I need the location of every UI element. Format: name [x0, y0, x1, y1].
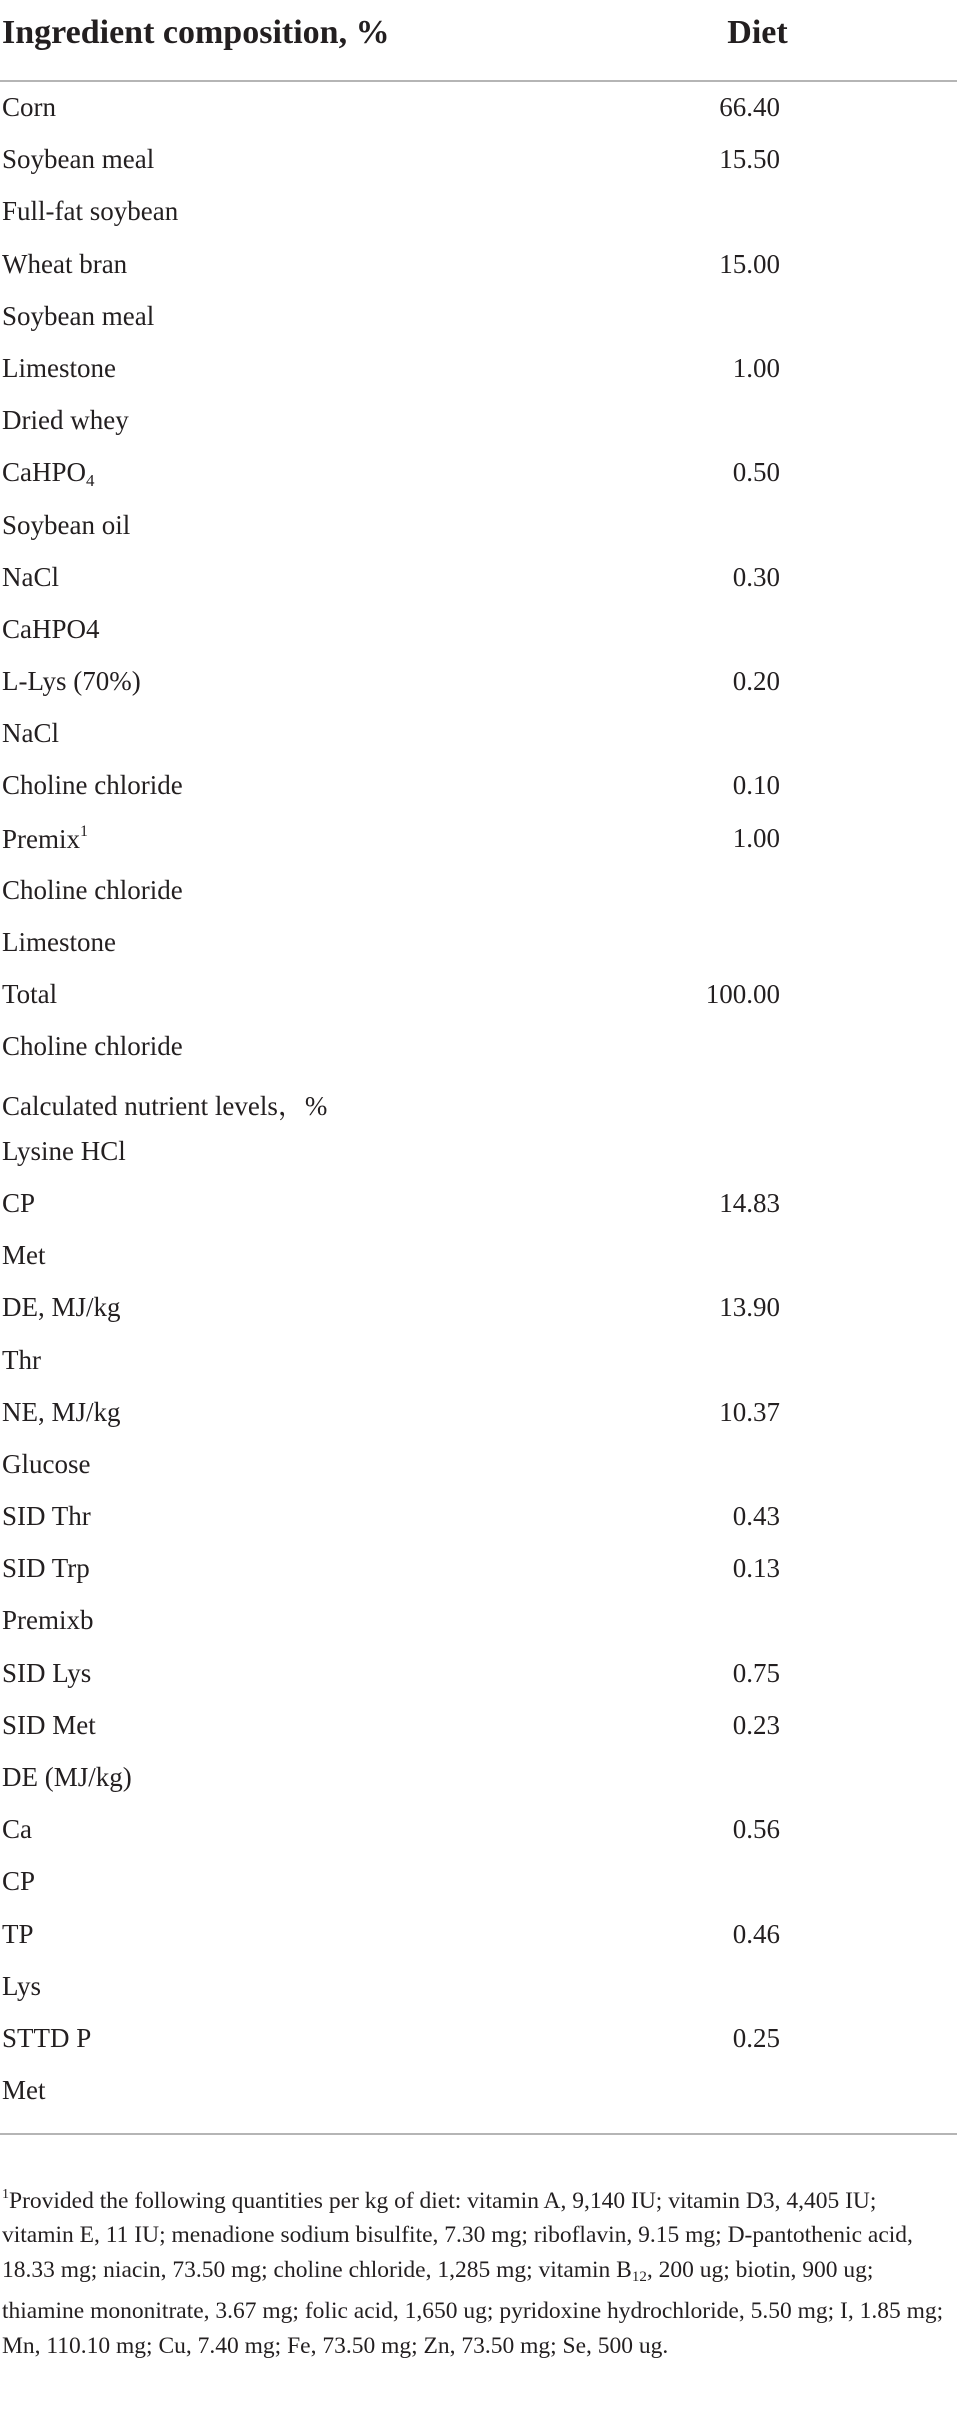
- row-ingredient-text: STTD P: [2, 2022, 92, 2053]
- table-row: [0, 1439, 957, 1491]
- row-ingredient: [2, 1814, 32, 1845]
- row-diet-value: 0.75: [732, 1657, 780, 1688]
- row-ingredient-text: CaHPO: [2, 457, 87, 488]
- row-diet-value: 0.30: [732, 561, 780, 592]
- row-ingredient-text: Met: [2, 1240, 46, 1271]
- table-row: [0, 1595, 957, 1647]
- row-ingredient: [2, 301, 154, 332]
- table-row: [0, 1387, 957, 1439]
- row-ingredient: [2, 1919, 34, 1950]
- table-row: [0, 1961, 957, 2013]
- row-ingredient: [2, 1292, 121, 1323]
- row-ingredient-text: Lys: [2, 1970, 42, 2001]
- table-row: [0, 1491, 957, 1543]
- table-row: [0, 82, 957, 134]
- row-ingredient: [2, 1971, 41, 2002]
- row-ingredient-text: CP: [2, 1187, 36, 1218]
- row-ingredient-text: Soybean meal: [2, 144, 155, 175]
- row-ingredient-text: NaCl: [2, 718, 59, 749]
- row-ingredient: [2, 2075, 46, 2106]
- footnote-text-part-2: , 200 ug; biotin, 900 ug; thiamine mononitrate, 3.67 mg; folic acid, 1,650 ug; pyridoxine hydrochloride, 5.50 mg; I, 1.85 mg; Mn, 110.10 mg; Cu, 7.40 mg; Fe, 73.50 mg; Zn, 73.50 mg; Se, 500 ug.: [2, 2256, 944, 2359]
- table-row: [0, 604, 957, 656]
- row-ingredient-text: NE, MJ/kg: [2, 1396, 121, 1427]
- row-ingredient-text: SID Trp: [2, 1553, 90, 1584]
- row-ingredient: [2, 718, 59, 749]
- row-ingredient-text: DE (MJ/kg): [2, 1762, 132, 1792]
- row-ingredient: [2, 823, 88, 855]
- row-ingredient: [2, 1084, 327, 1123]
- row-ingredient: [2, 353, 116, 384]
- row-ingredient-text: Soybean oil: [2, 509, 131, 540]
- header-diet: Diet: [727, 14, 788, 51]
- row-ingredient-text: Soybean meal: [2, 300, 155, 331]
- table-row: [0, 2013, 957, 2065]
- table-row: [0, 1752, 957, 1804]
- footnote-subscript: 12: [631, 2268, 647, 2285]
- row-diet-value: 0.50: [732, 457, 780, 488]
- table-row: [0, 1804, 957, 1856]
- row-diet-value: 66.40: [719, 92, 780, 122]
- row-ingredient-text: Thr: [2, 1344, 41, 1375]
- row-ingredient-text: Met: [2, 2075, 46, 2106]
- row-ingredient: [2, 770, 183, 801]
- table-row: [0, 500, 957, 552]
- table-row: [0, 969, 957, 1021]
- table-row: [0, 2065, 957, 2117]
- table-row: [0, 1074, 957, 1126]
- row-diet-value: 14.83: [719, 1187, 780, 1218]
- table-row: [0, 656, 957, 708]
- row-ingredient-text: L-Lys (70%): [2, 666, 141, 697]
- row-ingredient-text: Full-fat soybean: [2, 196, 179, 227]
- table-row: [0, 1335, 957, 1387]
- row-diet-value: 15.00: [719, 248, 780, 279]
- row-ingredient-text: Premixb: [2, 1605, 94, 1636]
- row-ingredient-text: Limestone: [2, 927, 116, 957]
- table-row: [0, 552, 957, 604]
- row-diet-value: 15.50: [719, 144, 780, 175]
- row-diet-value: 0.56: [732, 1814, 780, 1845]
- row-ingredient: [2, 510, 130, 541]
- row-ingredient: [2, 666, 141, 697]
- table-row: [0, 447, 957, 499]
- row-ingredient-text: Total: [2, 979, 58, 1010]
- row-ingredient-text: Choline chloride: [2, 770, 183, 801]
- row-ingredient: [2, 1710, 96, 1741]
- row-diet-value: 100.00: [705, 979, 780, 1010]
- row-ingredient: [2, 1553, 90, 1584]
- table-row: [0, 395, 957, 447]
- row-ingredient: [2, 457, 95, 491]
- table-footnote: [2, 2178, 954, 2363]
- row-ingredient-text: Dried whey: [2, 405, 129, 436]
- row-ingredient: [2, 405, 129, 436]
- row-ingredient-text: Ca: [2, 1814, 32, 1845]
- table-bottom-rule: [0, 2133, 957, 2135]
- footnote-text-part-1: Provided the following quantities per kg of diet: vitamin A, 9,140 IU; vitamin D3, 4,405 IU; vitamin E, 11 IU; menadione sodium bisulfite, 7.30 mg; riboflavin, 9.15 mg; D-pantothenic acid, 18.33 mg; niacin, 73.50 mg; choline chloride, 1,285 mg; vitamin B: [2, 2188, 913, 2283]
- row-ingredient-text: Calculated nutrient levels，%: [2, 1090, 328, 1121]
- row-ingredient-text: Choline chloride: [2, 1031, 183, 1062]
- row-ingredient-text: Choline chloride: [2, 874, 183, 905]
- row-ingredient: [2, 1658, 91, 1689]
- row-ingredient: [2, 979, 57, 1010]
- row-ingredient: [2, 1188, 35, 1219]
- row-ingredient-footnote-marker: 1: [80, 822, 88, 840]
- row-ingredient: [2, 875, 183, 906]
- table-row: [0, 1856, 957, 1908]
- row-ingredient-text: DE, MJ/kg: [2, 1292, 121, 1323]
- table-row: [0, 865, 957, 917]
- table-row: [0, 760, 957, 812]
- row-ingredient: [2, 562, 59, 593]
- table-row: [0, 186, 957, 238]
- row-diet-value: 0.43: [732, 1501, 780, 1532]
- row-ingredient: [2, 1866, 35, 1897]
- table-row: [0, 1126, 957, 1178]
- table-body: [0, 82, 957, 2117]
- row-ingredient: [2, 927, 116, 958]
- row-ingredient: [2, 2023, 91, 2054]
- row-ingredient: [2, 1345, 41, 1376]
- table-row: [0, 708, 957, 760]
- row-diet-value: 0.10: [732, 770, 780, 801]
- row-diet-value: 0.13: [732, 1553, 780, 1584]
- table-row: [0, 239, 957, 291]
- row-ingredient-text: Limestone: [2, 352, 116, 383]
- row-ingredient-text: Corn: [2, 92, 56, 122]
- table-row: [0, 1230, 957, 1282]
- row-ingredient-text: CP: [2, 1866, 36, 1897]
- row-ingredient-text: Glucose: [2, 1448, 91, 1479]
- row-ingredient: [2, 1397, 121, 1428]
- row-ingredient: [2, 1501, 91, 1532]
- row-ingredient-text: Wheat bran: [2, 248, 128, 279]
- row-ingredient-text: Lysine HCl: [2, 1135, 126, 1166]
- table-row: [0, 1543, 957, 1595]
- row-ingredient: [2, 1136, 126, 1167]
- row-ingredient-text: NaCl: [2, 561, 59, 592]
- table-row: [0, 1282, 957, 1334]
- table-row: [0, 291, 957, 343]
- row-diet-value: 13.90: [719, 1292, 780, 1323]
- row-diet-value: 1.00: [732, 352, 780, 383]
- row-ingredient: [2, 249, 127, 280]
- row-diet-value: 0.46: [732, 1918, 780, 1949]
- row-ingredient-text: Premix: [2, 823, 80, 854]
- row-ingredient: [2, 92, 56, 123]
- table-row: [0, 1909, 957, 1961]
- row-ingredient: [2, 1031, 183, 1062]
- table-row: [0, 917, 957, 969]
- row-ingredient-subscript: 4: [86, 471, 95, 491]
- row-diet-value: 0.23: [732, 1709, 780, 1740]
- row-ingredient: [2, 1605, 94, 1636]
- table-row: [0, 1178, 957, 1230]
- table-row: [0, 343, 957, 395]
- row-ingredient: [2, 1449, 90, 1480]
- row-ingredient-text: SID Met: [2, 1709, 96, 1740]
- row-diet-value: 0.25: [732, 2022, 780, 2053]
- table-header: [0, 0, 957, 82]
- row-diet-value: 0.20: [732, 666, 780, 697]
- row-ingredient-text: SID Thr: [2, 1501, 91, 1532]
- row-ingredient-text: CaHPO4: [2, 613, 100, 644]
- table-row: [0, 1648, 957, 1700]
- row-ingredient-text: SID Lys: [2, 1657, 92, 1688]
- row-ingredient: [2, 1762, 132, 1793]
- row-ingredient: [2, 614, 100, 645]
- row-ingredient: [2, 196, 178, 227]
- table-row: [0, 813, 957, 865]
- footnote-marker: 1: [2, 2187, 9, 2202]
- table-row: [0, 1700, 957, 1752]
- table-row: [0, 134, 957, 186]
- header-ingredient-composition: Ingredient composition, %: [2, 14, 390, 51]
- row-diet-value: 1.00: [732, 822, 780, 853]
- row-ingredient: [2, 144, 154, 175]
- row-ingredient-text: TP: [2, 1918, 34, 1949]
- row-ingredient: [2, 1240, 46, 1271]
- table-row: [0, 1021, 957, 1073]
- row-diet-value: 10.37: [719, 1396, 780, 1427]
